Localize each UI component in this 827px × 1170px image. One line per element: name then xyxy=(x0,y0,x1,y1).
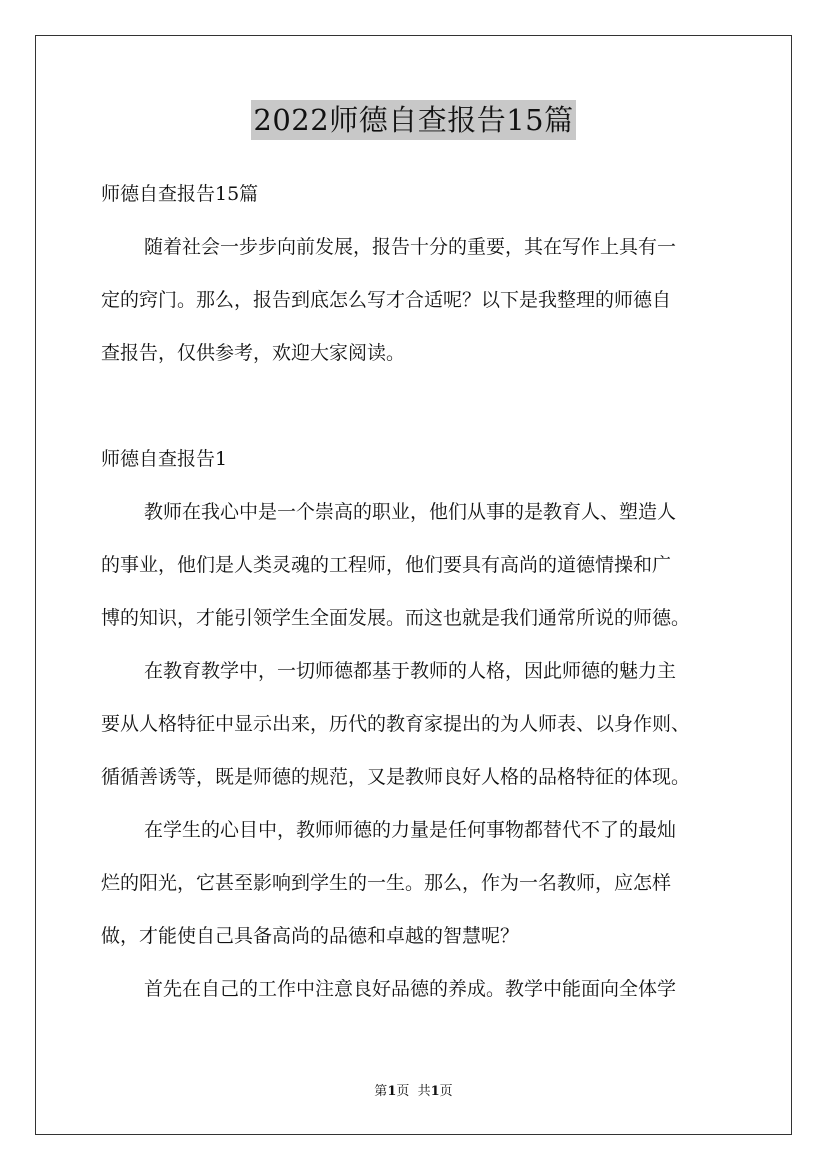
paragraph-line: 做，才能使自己具备高尚的品德和卓越的智慧呢？ xyxy=(101,925,520,947)
blank-line xyxy=(101,380,731,433)
document-body xyxy=(101,168,731,1016)
paragraph-line: 烂的阳光，它甚至影响到学生的一生。那么，作为一名教师，应怎样 xyxy=(101,872,672,894)
title-wrap xyxy=(0,100,827,140)
footer-page-number: 1 xyxy=(387,1084,397,1099)
paragraph-line: 首先在自己的工作中注意良好品德的养成。教学中能面向全体学 xyxy=(144,978,677,1000)
paragraph-line: 的事业，他们是人类灵魂的工程师，他们要具有高尚的道德情操和广 xyxy=(101,554,672,576)
section-heading: 师德自查报告1 xyxy=(101,448,228,470)
intro-line: 定的窍门。那么，报告到底怎么写才合适呢？以下是我整理的师德自 xyxy=(101,289,672,311)
paragraph-line: 循循善诱等，既是师德的规范，又是教师良好人格的品格特征的体现。 xyxy=(101,766,691,788)
paragraph-line: 教师在我心中是一个崇高的职业，他们从事的是教育人、塑造人 xyxy=(144,501,677,523)
document-subtitle: 师德自查报告15篇 xyxy=(101,183,259,205)
paragraph-line: 在教育教学中，一切师德都基于教师的人格，因此师德的魅力主 xyxy=(144,660,677,682)
page-footer xyxy=(0,1083,827,1101)
footer-total-pages: 1 xyxy=(430,1084,440,1099)
intro-line: 随着社会一步步向前发展，报告十分的重要，其在写作上具有一 xyxy=(144,236,677,258)
footer-page-prefix: 第 xyxy=(374,1084,388,1099)
footer-page-mid: 页 共 xyxy=(396,1084,431,1099)
paragraph-line: 在学生的心目中，教师师德的力量是任何事物都替代不了的最灿 xyxy=(144,819,677,841)
paragraph-line: 博的知识，才能引领学生全面发展。而这也就是我们通常所说的师德。 xyxy=(101,607,691,629)
document-title: 2022师德自查报告15篇 xyxy=(251,100,575,140)
intro-line: 查报告，仅供参考，欢迎大家阅读。 xyxy=(101,342,406,364)
footer-page-suffix: 页 xyxy=(439,1084,453,1099)
paragraph-line: 要从人格特征中显示出来，历代的教育家提出的为人师表、以身作则、 xyxy=(101,713,691,735)
